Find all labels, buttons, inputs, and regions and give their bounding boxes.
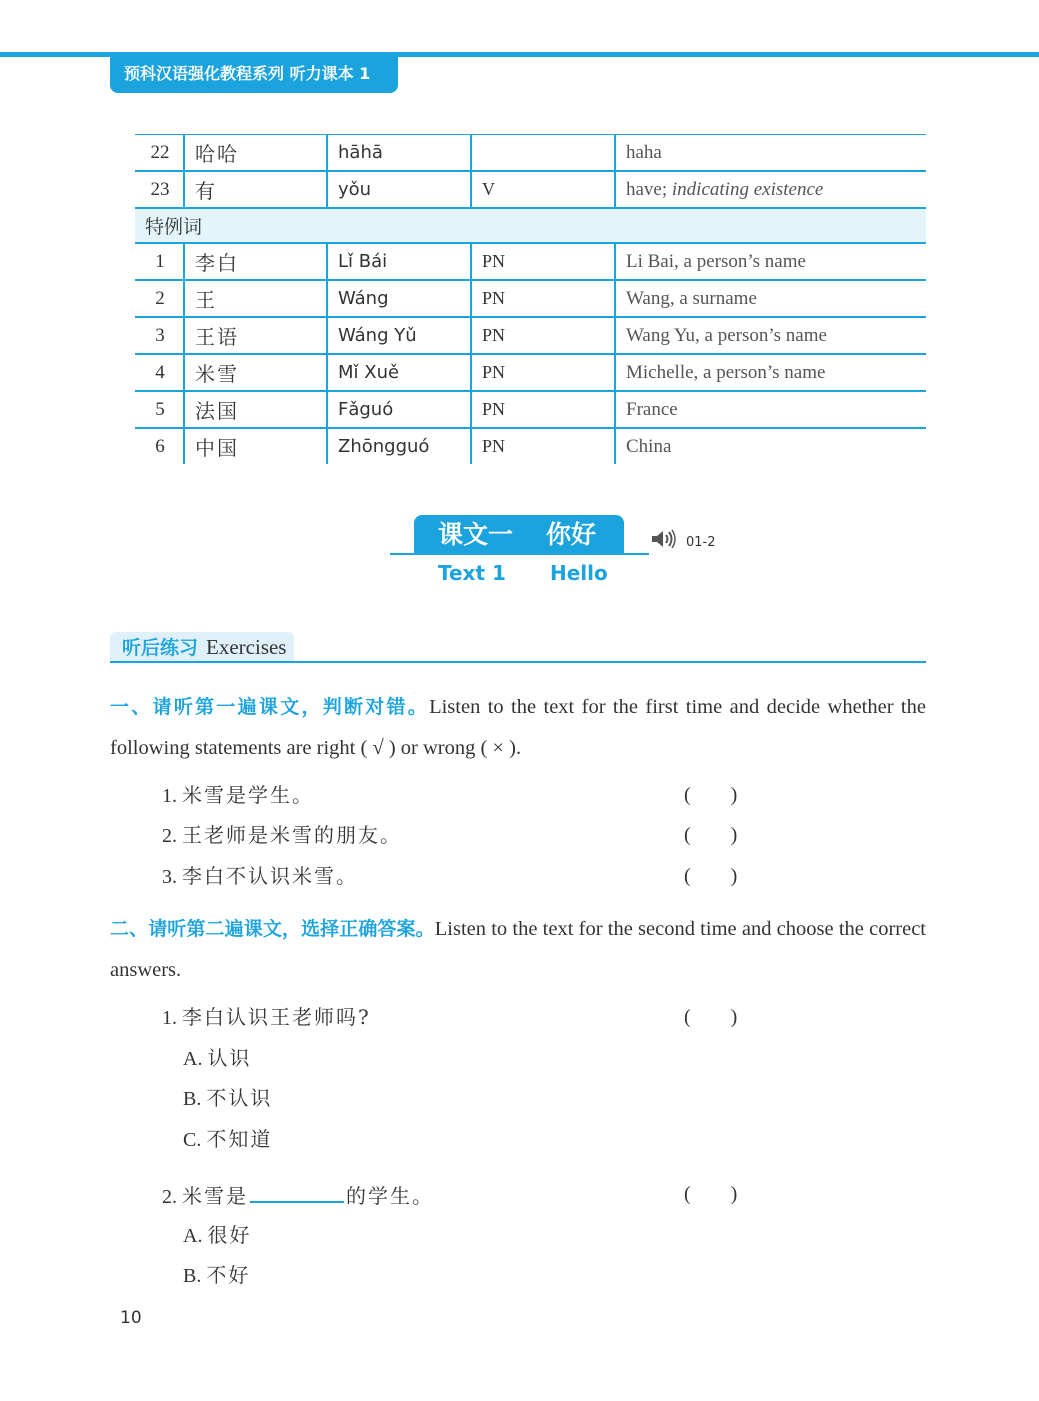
table-row xyxy=(135,172,926,209)
text-label-en: Text 1 xyxy=(438,561,506,585)
row-english: Wang, a surname xyxy=(614,281,926,316)
option-c xyxy=(183,1124,272,1155)
option-text: 认识 xyxy=(207,1046,252,1070)
option-text: 不认识 xyxy=(206,1086,273,1110)
part2-instruction xyxy=(110,909,926,991)
option-letter: A. xyxy=(183,1048,203,1070)
row-english: China xyxy=(614,429,926,464)
row-pos: PN xyxy=(470,318,614,353)
row-pos: PN xyxy=(470,392,614,427)
page-number: 10 xyxy=(120,1308,142,1328)
table-row xyxy=(135,355,926,392)
row-number: 5 xyxy=(155,398,165,420)
question-text: 米雪是学生。 xyxy=(182,783,314,807)
table-row xyxy=(135,429,926,464)
row-pinyin: hāhā xyxy=(326,135,470,170)
row-number: 1 xyxy=(155,250,165,272)
question-number: 1. xyxy=(162,785,177,807)
row-hanzi: 李白 xyxy=(183,244,326,279)
row-number: 4 xyxy=(155,361,165,383)
text-label-cn: 课文一 xyxy=(438,520,514,549)
part2-question-1 xyxy=(162,1002,371,1033)
question-number: 2. xyxy=(162,825,177,847)
row-hanzi: 哈哈 xyxy=(183,135,326,170)
row-hanzi: 有 xyxy=(183,172,326,207)
row-pinyin: Lǐ Bái xyxy=(326,244,470,279)
row-hanzi: 米雪 xyxy=(183,355,326,390)
row-pinyin: Zhōngguó xyxy=(326,429,470,464)
row-english: Wang Yu, a person’s name xyxy=(614,318,926,353)
row-hanzi: 中国 xyxy=(183,429,326,464)
text-title-en: Hello xyxy=(550,561,608,585)
row-number: 22 xyxy=(150,141,170,163)
row-pos: PN xyxy=(470,429,614,464)
series-header: 预科汉语强化教程系列 听力课本 1 xyxy=(110,55,398,93)
table-row xyxy=(135,135,926,172)
table-row xyxy=(135,281,926,318)
row-number: 6 xyxy=(155,435,165,457)
title-rule-right xyxy=(623,553,649,555)
table-row xyxy=(135,318,926,355)
option-letter: C. xyxy=(183,1129,202,1151)
part1-question-1 xyxy=(162,780,314,811)
part2-instruction-cn: 二、请听第二遍课文，选择正确答案。 xyxy=(110,918,435,940)
question-text: 李白认识王老师吗? xyxy=(182,1005,371,1029)
part1-instruction-cn: 一、请听第一遍课文，判断对错。 xyxy=(110,696,430,718)
text-title-box xyxy=(414,515,624,555)
audio-track-number: 01-2 xyxy=(686,535,716,550)
table-row xyxy=(135,392,926,429)
part2-instruction-en: Listen to the text for the second time and choose the correct answers. xyxy=(110,918,926,981)
part1-instruction xyxy=(110,687,926,769)
exercises-label-en: Exercises xyxy=(206,635,287,659)
row-pos xyxy=(470,135,614,170)
answer-parentheses[interactable]: ( ) xyxy=(684,824,738,846)
option-text: 不好 xyxy=(206,1263,251,1287)
option-text: 不知道 xyxy=(206,1127,273,1151)
answer-parentheses[interactable]: ( ) xyxy=(684,1183,738,1205)
exercises-rule xyxy=(110,661,926,663)
option-b xyxy=(183,1260,250,1291)
row-english: Michelle, a person’s name xyxy=(614,355,926,390)
row-english-italic: indicating existence xyxy=(671,178,824,200)
row-pinyin: yǒu xyxy=(326,172,470,207)
answer-parentheses[interactable]: ( ) xyxy=(684,784,738,806)
option-letter: A. xyxy=(183,1225,203,1247)
audio-speaker-icon[interactable] xyxy=(650,528,680,550)
row-english-text: haha xyxy=(626,141,662,163)
row-hanzi: 法国 xyxy=(183,392,326,427)
fill-in-blank[interactable] xyxy=(250,1179,344,1203)
question-text: 王老师是米雪的朋友。 xyxy=(182,823,402,847)
special-words-label: 特例词 xyxy=(135,209,926,244)
row-pinyin: Wáng Yǔ xyxy=(326,318,470,353)
row-pinyin: Mǐ Xuě xyxy=(326,355,470,390)
row-english: Li Bai, a person’s name xyxy=(614,244,926,279)
part2-question-2 xyxy=(162,1179,434,1212)
row-pos: PN xyxy=(470,355,614,390)
question-text-before: 米雪是 xyxy=(182,1184,248,1208)
row-pos: V xyxy=(470,172,614,207)
option-letter: B. xyxy=(183,1265,202,1287)
option-a xyxy=(183,1220,251,1251)
part1-question-2 xyxy=(162,820,402,851)
part1-instruction-en: Listen to the text for the first time and decide whether the following statements are right ( √ ) or wrong ( × ). xyxy=(110,696,926,759)
option-b xyxy=(183,1083,272,1114)
question-number: 1. xyxy=(162,1007,177,1029)
row-number: 23 xyxy=(150,178,170,200)
row-number: 2 xyxy=(155,287,165,309)
exercises-tab xyxy=(110,632,294,662)
option-text: 很好 xyxy=(207,1223,252,1247)
row-pinyin: Wáng xyxy=(326,281,470,316)
vocab-table xyxy=(135,134,926,464)
row-hanzi: 王 xyxy=(183,281,326,316)
row-pos: PN xyxy=(470,244,614,279)
part1-question-3 xyxy=(162,861,358,892)
row-english-text: have; xyxy=(626,178,668,200)
question-number: 3. xyxy=(162,866,177,888)
option-letter: B. xyxy=(183,1088,202,1110)
text-title-cn: 你好 xyxy=(546,520,597,549)
exercises-label-cn: 听后练习 xyxy=(122,637,199,659)
row-english: France xyxy=(614,392,926,427)
answer-parentheses[interactable]: ( ) xyxy=(684,865,738,887)
table-row xyxy=(135,244,926,281)
answer-parentheses[interactable]: ( ) xyxy=(684,1006,738,1028)
question-text-after: 的学生。 xyxy=(346,1184,434,1208)
row-hanzi: 王语 xyxy=(183,318,326,353)
row-english xyxy=(614,172,926,207)
row-pinyin: Fǎguó xyxy=(326,392,470,427)
question-number: 2. xyxy=(162,1186,177,1208)
option-a xyxy=(183,1043,251,1074)
question-text: 李白不认识米雪。 xyxy=(182,864,358,888)
row-number: 3 xyxy=(155,324,165,346)
row-pos: PN xyxy=(470,281,614,316)
row-english xyxy=(614,135,926,170)
